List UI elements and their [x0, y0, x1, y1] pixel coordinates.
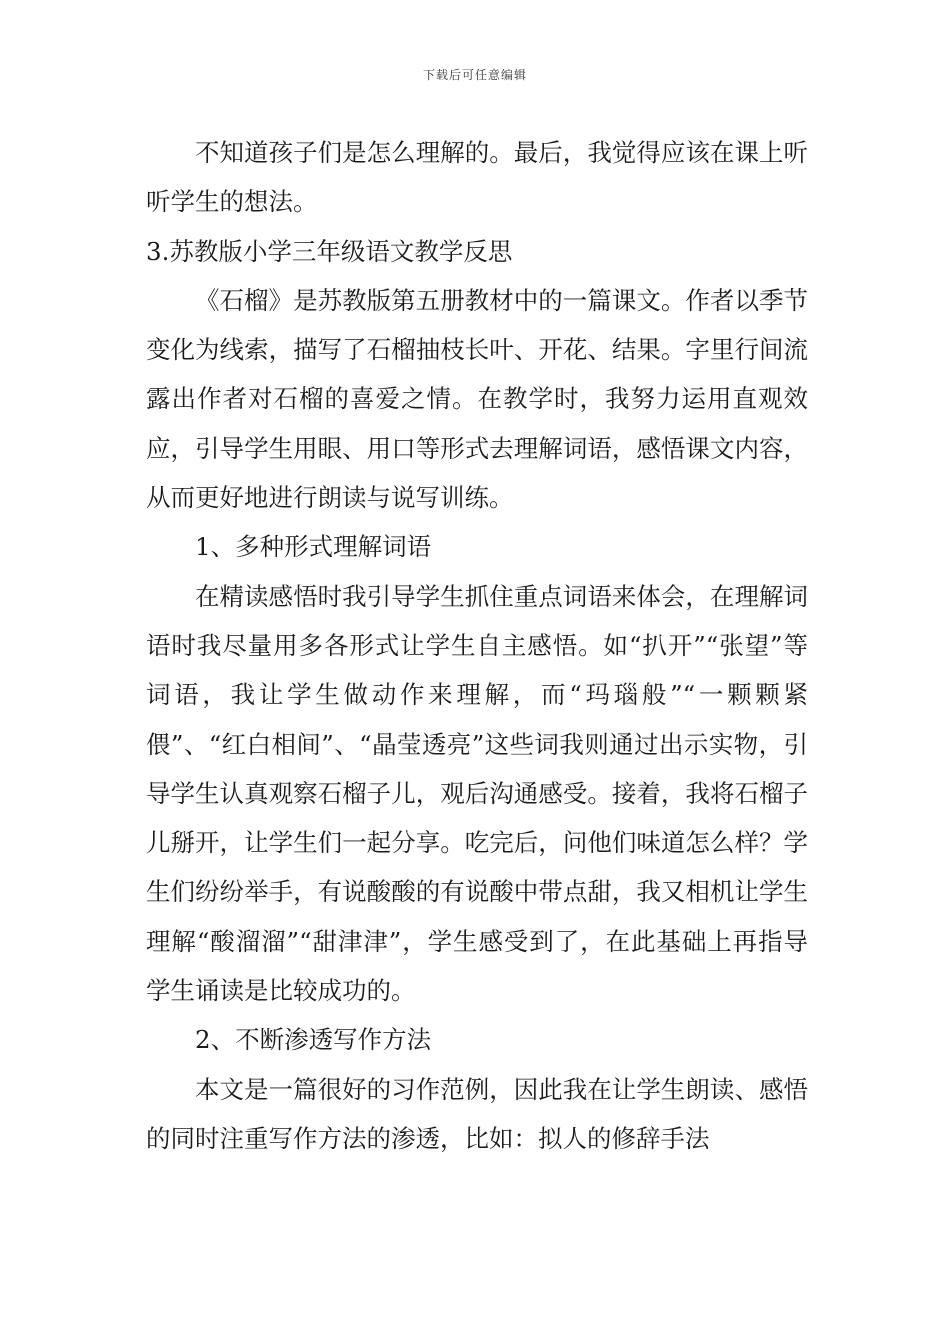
subheading-1: 1、多种形式理解词语: [195, 532, 432, 562]
paragraph-vocabulary: 在精读感悟时我引导学生抓住重点词语来体会，在理解词语时我尽量用多各形式让学生自主感悟。如“扒开”“张望”等词语，我让学生做动作来理解，而“玛瑙般”“一颗颗紧偎”、“红白相间”、“晶莹透亮”这些词我则通过出示实物，引导学生认真观察石榴子儿，观后沟通感受。接着，我将石榴子儿掰开，让学生们一起分享。吃完后，问他们味道怎么样？学生们纷纷举手，有说酸酸的有说酸中带点甜，我又相机让学生理解“酸溜溜”“甜津津”，学生感受到了，在此基础上再指导学生诵读是比较成功的。: [146, 581, 808, 1006]
paragraph-writing-method: 本文是一篇很好的习作范例，因此我在让学生朗读、感悟的同时注重写作方法的渗透，比如：拟人的修辞手法: [146, 1074, 808, 1153]
page-header-note: 下载后可任意编辑: [422, 68, 527, 82]
paragraph-continuation: 不知道孩子们是怎么理解的。最后，我觉得应该在课上听听学生的想法。: [146, 138, 808, 217]
subheading-2: 2、不断渗透写作方法: [195, 1025, 432, 1055]
paragraph-intro: 《石榴》是苏教版第五册教材中的一篇课文。作者以季节变化为线索，描写了石榴抽枝长叶、开花、结果。字里行间流露出作者对石榴的喜爱之情。在教学时，我努力运用直观效应，引导学生用眼、用口等形式去理解词语，感悟课文内容，从而更好地进行朗读与说写训练。: [146, 285, 808, 513]
section-title: 3.苏教版小学三年级语文教学反思: [146, 236, 513, 266]
document-body: [146, 128, 808, 1163]
